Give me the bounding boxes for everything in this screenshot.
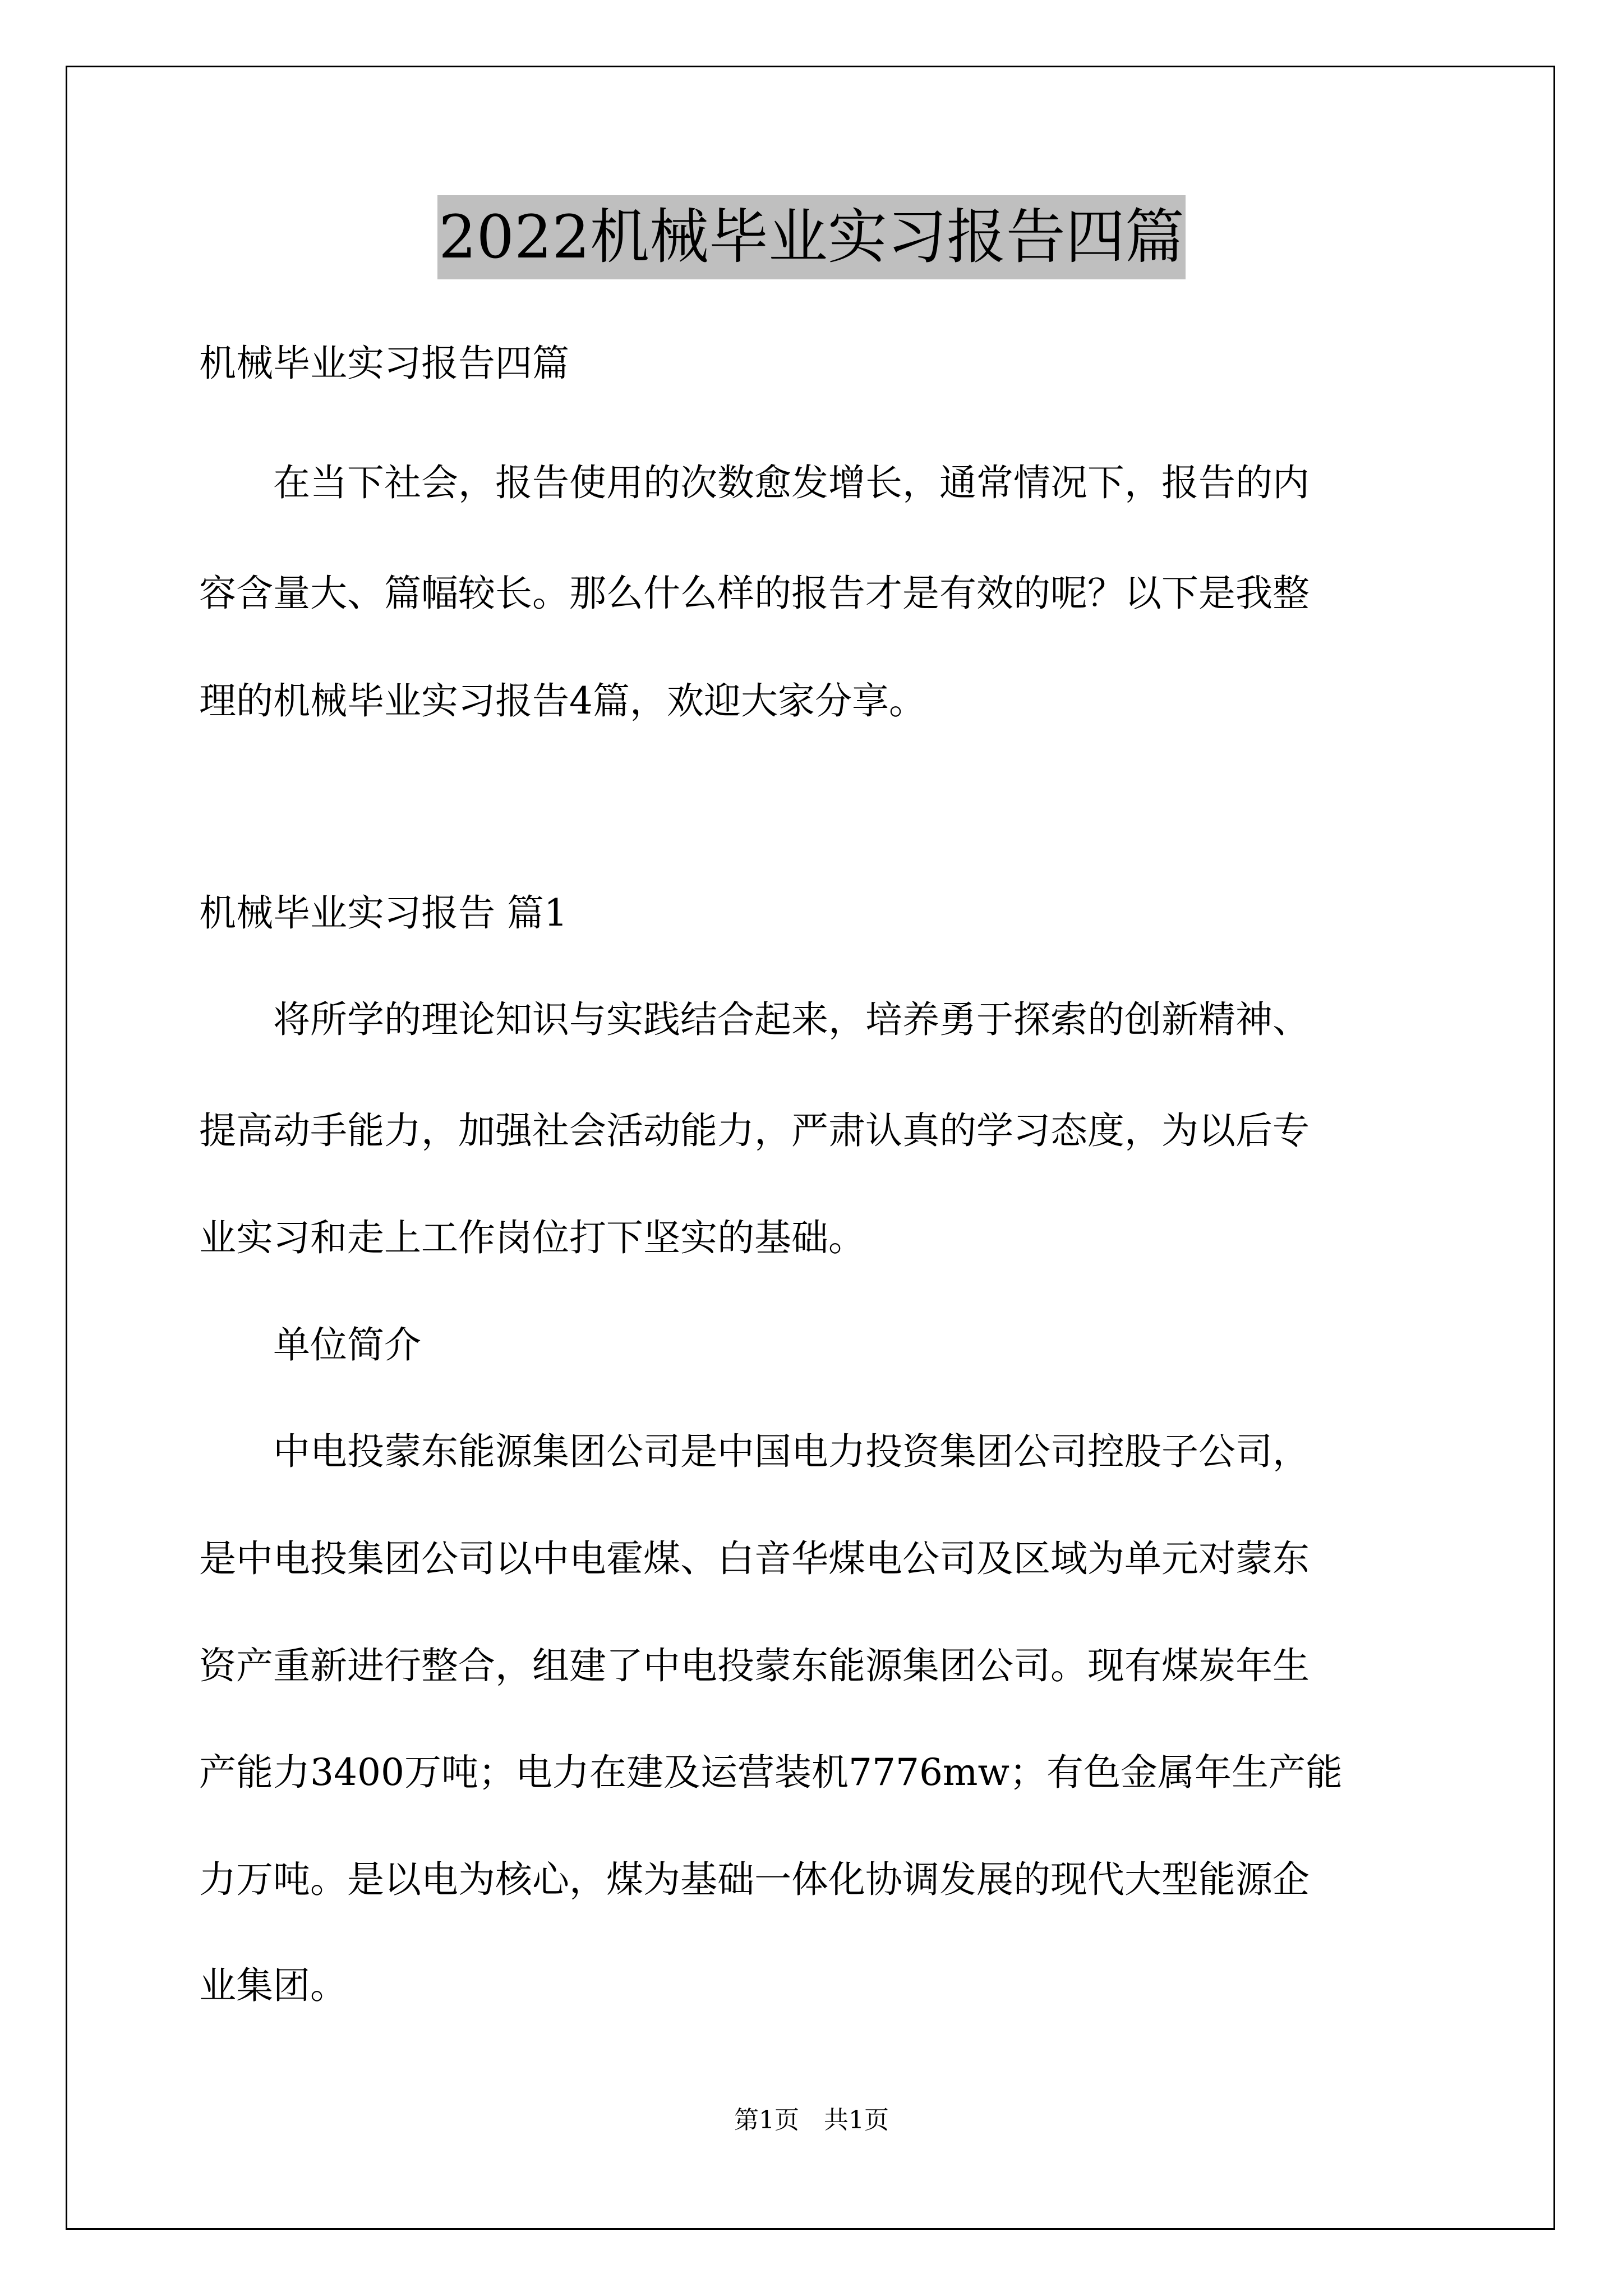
paragraph-line: 是中电投集团公司以中电霍煤、白音华煤电公司及区域为单元对蒙东 [199, 1537, 1310, 1580]
title-wrap [0, 195, 1623, 279]
paragraph-line: 资产重新进行整合，组建了中电投蒙东能源集团公司。现有煤炭年生 [199, 1644, 1310, 1687]
paragraph-line: 将所学的理论知识与实践结合起来，培养勇于探索的创新精神、 [199, 998, 1310, 1041]
document-title: 2022机械毕业实习报告四篇 [437, 195, 1186, 279]
paragraph-line: 业集团。 [199, 1964, 347, 2007]
section-heading: 机械毕业实习报告四篇 [199, 342, 569, 385]
paragraph-line: 力万吨。是以电为核心，煤为基础一体化协调发展的现代大型能源企 [199, 1858, 1310, 1901]
paragraph-line: 产能力3400万吨；电力在建及运营装机7776mw；有色金属年生产能 [199, 1751, 1343, 1794]
page-footer: 第1页 共1页 [734, 2106, 889, 2134]
paragraph-line: 业实习和走上工作岗位打下坚实的基础。 [199, 1216, 865, 1259]
paragraph-line: 容含量大、篇幅较长。那么什么样的报告才是有效的呢？以下是我整 [199, 572, 1310, 615]
paragraph-line: 单位简介 [199, 1323, 421, 1366]
paragraph-line: 提高动手能力，加强社会活动能力，严肃认真的学习态度，为以后专 [199, 1109, 1310, 1152]
paragraph-line: 在当下社会，报告使用的次数愈发增长，通常情况下，报告的内 [199, 461, 1310, 504]
section-heading: 机械毕业实习报告 篇1 [199, 891, 568, 935]
paragraph-line: 中电投蒙东能源集团公司是中国电力投资集团公司控股子公司， [199, 1430, 1310, 1473]
paragraph-line: 理的机械毕业实习报告4篇，欢迎大家分享。 [199, 679, 926, 723]
